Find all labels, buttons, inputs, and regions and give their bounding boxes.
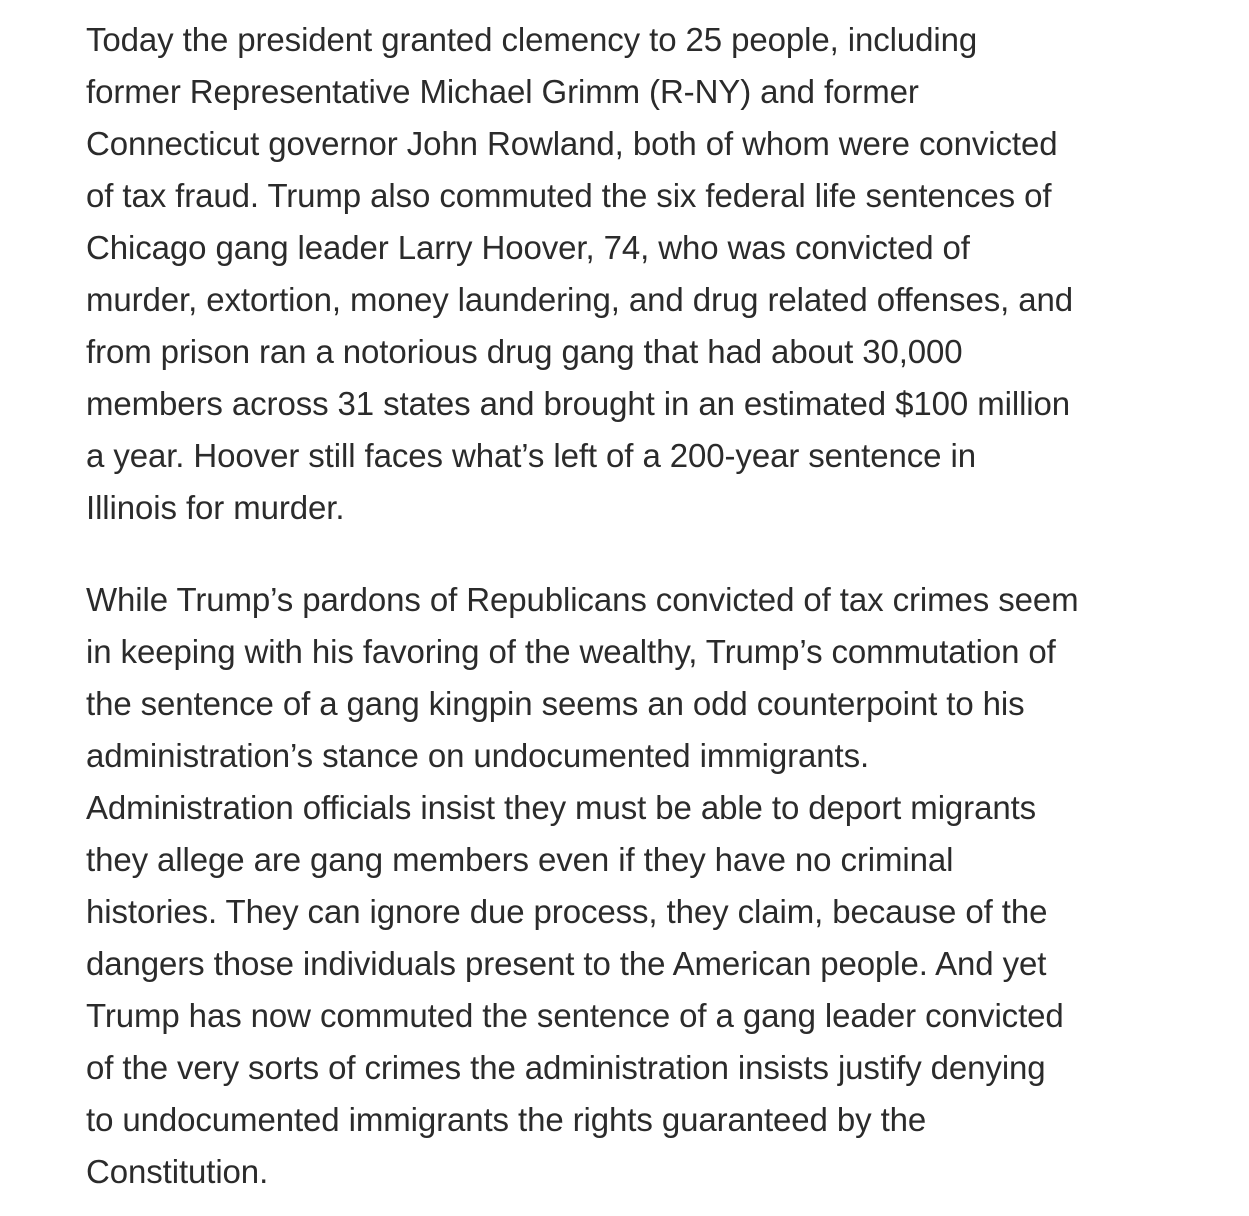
text-line: of tax fraud. Trump also commuted the six federal life sentences of — [86, 177, 1052, 214]
paragraph-commutation — [86, 574, 1196, 1198]
text-line: murder, extortion, money laundering, and drug related offenses, and — [86, 281, 1073, 318]
text-line: Today the president granted clemency to 25 people, including — [86, 21, 978, 58]
text-line: to undocumented immigrants the rights guaranteed by the — [86, 1101, 927, 1138]
text-line: Chicago gang leader Larry Hoover, 74, who was convicted of — [86, 229, 970, 266]
text-line: Illinois for murder. — [86, 489, 345, 526]
text-line: a year. Hoover still faces what’s left of a 200-year sentence in — [86, 437, 976, 474]
article-body — [86, 14, 1196, 1198]
text-line: they allege are gang members even if they have no criminal — [86, 841, 954, 878]
text-line: Connecticut governor John Rowland, both of whom were convicted — [86, 125, 1058, 162]
text-line: Trump has now commuted the sentence of a gang leader convicted — [86, 997, 1064, 1034]
text-line: histories. They can ignore due process, they claim, because of the — [86, 893, 1048, 930]
paragraph-clemency — [86, 14, 1196, 534]
text-line: Constitution. — [86, 1153, 269, 1190]
text-line: from prison ran a notorious drug gang that had about 30,000 — [86, 333, 963, 370]
text-line: While Trump’s pardons of Republicans convicted of tax crimes seem — [86, 581, 1079, 618]
text-line: dangers those individuals present to the American people. And yet — [86, 945, 1047, 982]
text-line: of the very sorts of crimes the administration insists justify denying — [86, 1049, 1046, 1086]
text-line: administration’s stance on undocumented immigrants. — [86, 737, 870, 774]
text-line: in keeping with his favoring of the wealthy, Trump’s commutation of — [86, 633, 1056, 670]
text-line: the sentence of a gang kingpin seems an odd counterpoint to his — [86, 685, 1025, 722]
text-line: former Representative Michael Grimm (R-NY) and former — [86, 73, 919, 110]
text-line: Administration officials insist they must be able to deport migrants — [86, 789, 1037, 826]
text-line: members across 31 states and brought in an estimated $100 million — [86, 385, 1071, 422]
paragraph-spacer — [86, 534, 1196, 574]
